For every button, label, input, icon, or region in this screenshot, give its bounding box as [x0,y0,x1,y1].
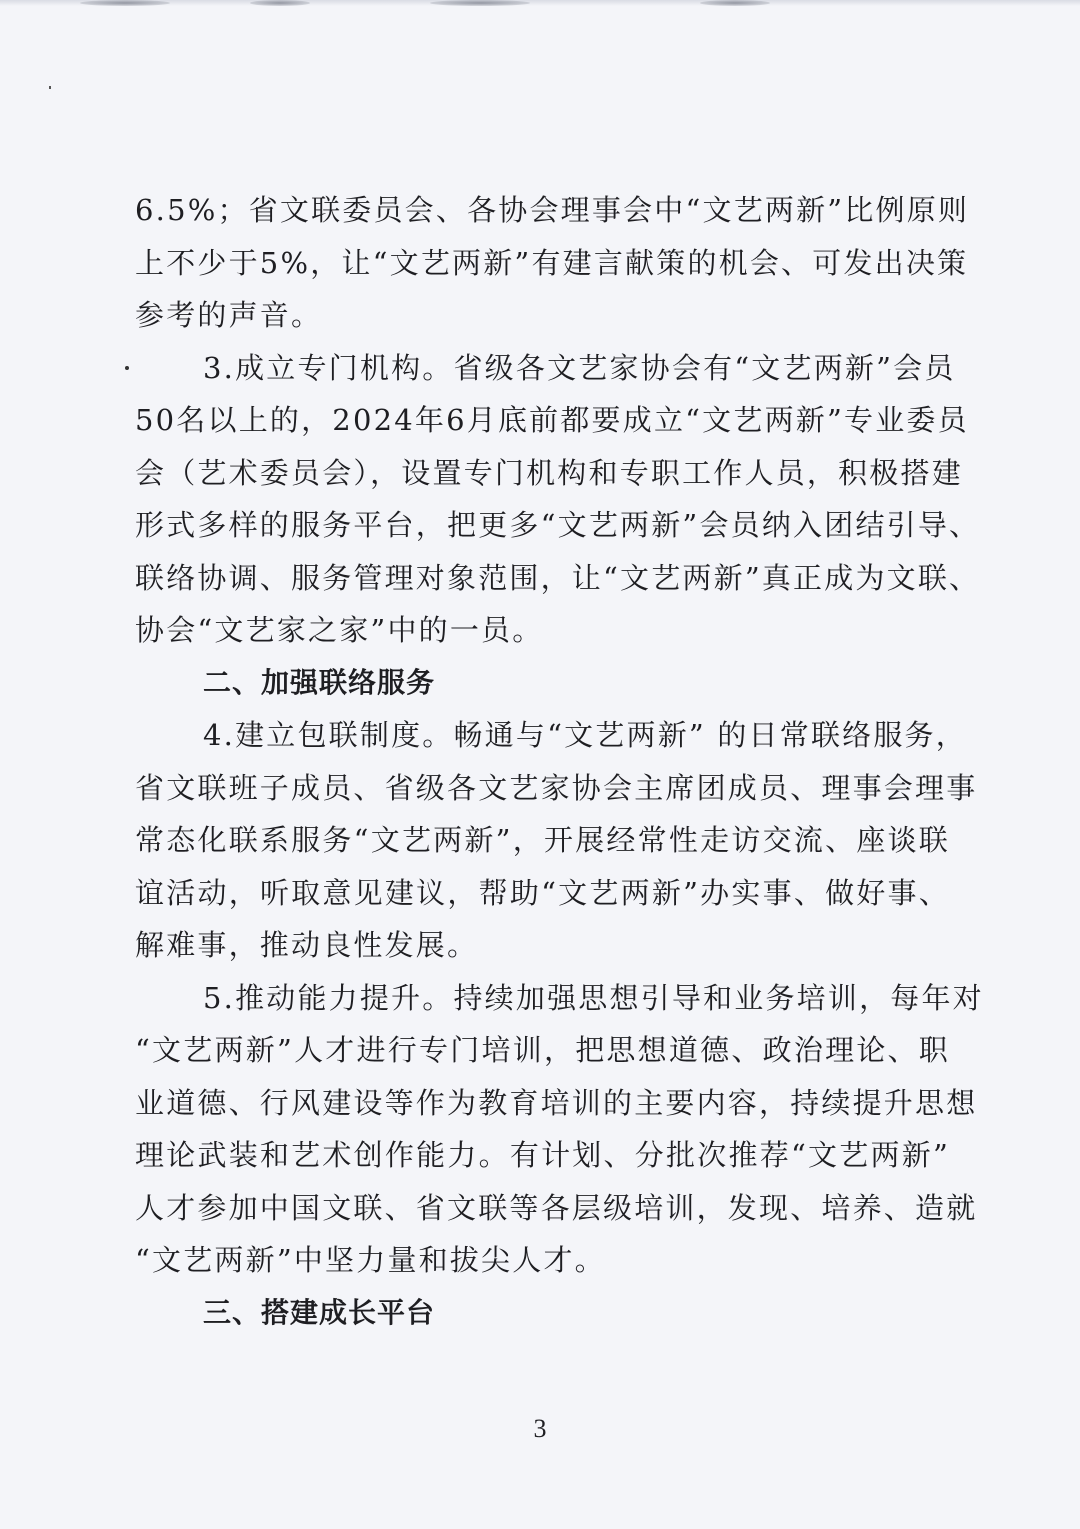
paragraph-item-5 [135,972,984,1287]
document-body [135,184,984,1339]
text-line: 5.推动能力提升。持续加强思想引导和业务培训，每年对 [203,980,984,1015]
text-line: 常态化联系服务“文艺两新”，开展经常性走访交流、座谈联 [135,823,950,857]
text-line: 省文联班子成员、省级各文艺家协会主席团成员、理事会理事 [135,770,978,805]
text-line: 4.建立包联制度。畅通与“文艺两新” 的日常联络服务， [203,718,967,752]
text-line: 参考的声音。 [135,298,323,332]
text-line: 3.成立专门机构。省级各文艺家协会有“文艺两新”会员 [203,350,956,385]
text-line: 解难事，推动良性发展。 [135,928,479,962]
section-heading-2: 二、加强联络服务 [203,665,436,699]
scan-dot [125,366,129,370]
text-line: 谊活动，听取意见建议，帮助“文艺两新”办实事、做好事、 [135,875,950,910]
text-line: “文艺两新”中坚力量和拔尖人才。 [135,1243,606,1277]
text-line: 会（艺术委员会），设置专门机构和专职工作人员，积极搭建 [135,455,963,490]
text-line: 人才参加中国文联、省文联等各层级培训，发现、培养、造就 [135,1190,978,1225]
text-line: 6.5%；省文联委员会、各协会理事会中“文艺两新”比例原则 [135,193,970,227]
scan-shadow [430,0,530,6]
text-line: 联络协调、服务管理对象范围，让“文艺两新”真正成为文联、 [135,560,981,595]
scan-shadow [700,0,770,6]
text-line: 理论武装和艺术创作能力。有计划、分批次推荐“文艺两新” [135,1138,950,1172]
text-line: 协会“文艺家之家”中的一员。 [135,613,544,647]
scan-shadow [250,0,310,6]
paragraph-item-3 [135,342,981,657]
paragraph-continuation [135,184,970,342]
section-heading-3: 三、搭建成长平台 [203,1295,436,1329]
page-number: 3 [533,1414,547,1443]
scan-speck [49,86,51,89]
scan-shadow [80,0,170,6]
paragraph-item-4 [135,709,978,972]
text-line: 上不少于5%，让“文艺两新”有建言献策的机会、可发出决策 [135,245,969,280]
text-line: 50名以上的，2024年6月底前都要成立“文艺两新”专业委员 [135,403,969,437]
text-line: “文艺两新”人才进行专门培训，把思想道德、政治理论、职 [135,1033,950,1067]
text-line: 形式多样的服务平台，把更多“文艺两新”会员纳入团结引导、 [135,508,981,542]
text-line: 业道德、行风建设等作为教育培训的主要内容，持续提升思想 [135,1085,978,1120]
